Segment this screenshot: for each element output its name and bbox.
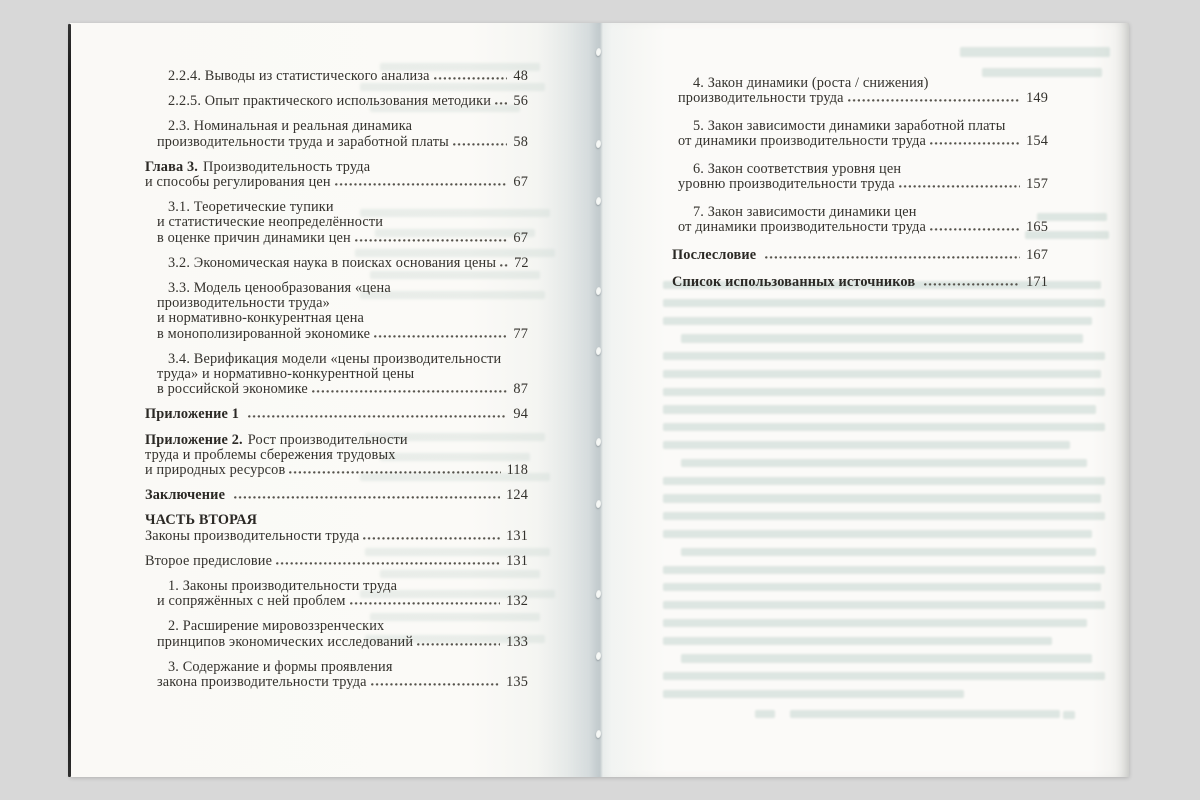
toc-line: [145, 407, 528, 422]
bleedthrough-patch: [960, 47, 1110, 57]
toc-entry-text: и нормативно-конкурентная цена: [157, 310, 365, 327]
dot-leader: [930, 227, 1020, 231]
toc-entry-text: Рост производительности: [247, 431, 408, 448]
bleedthrough-line: [663, 672, 1105, 680]
toc-page-number: 77: [513, 325, 528, 342]
toc-page-number: 157: [1026, 176, 1048, 193]
bleedthrough-patch: [755, 710, 775, 718]
toc-entry-text: уровню производительности труда: [678, 176, 895, 193]
toc-page-number: 135: [506, 674, 528, 691]
toc-entry: [678, 205, 1048, 235]
toc-page-number: 56: [513, 93, 528, 110]
toc-entry-text: и природных ресурсов: [145, 462, 286, 479]
toc-entry-text: 5. Закон зависимости динамики заработной платы: [693, 117, 1006, 134]
bleedthrough-line: [663, 690, 964, 698]
toc-entry-text: закона производительности труда: [157, 674, 367, 691]
toc-line: [678, 134, 1048, 149]
toc-entry: [145, 407, 528, 422]
toc-entry-text: труда и проблемы сбережения трудовых: [145, 446, 396, 463]
toc-entry: [157, 119, 528, 149]
toc-line: [157, 94, 528, 109]
toc-entry-heading: Приложение 1: [145, 406, 239, 423]
toc-page-number: 167: [1026, 246, 1048, 263]
dot-leader: [234, 495, 500, 499]
bleedthrough-text: [663, 281, 1105, 708]
bleedthrough-line: [681, 654, 1092, 662]
dot-leader: [848, 98, 1020, 102]
dot-leader: [765, 255, 1020, 259]
toc-entry: [157, 256, 528, 271]
toc-page-number: 131: [506, 552, 528, 569]
bleedthrough-line: [681, 334, 1083, 342]
page-block-edge: [68, 24, 71, 777]
bleedthrough-line: [663, 494, 1101, 502]
toc-line: [157, 200, 528, 215]
toc-line: [145, 554, 528, 569]
dot-leader: [248, 414, 507, 418]
toc-entry-text: 3.1. Теоретические тупики: [168, 199, 334, 216]
toc-page-number: 133: [506, 633, 528, 650]
toc-entry-text: производительности труда: [678, 90, 844, 107]
bleedthrough-line: [663, 370, 1101, 378]
toc-entry-text: и способы регулирования цен: [145, 174, 331, 191]
toc-page-number: 67: [513, 229, 528, 246]
toc-page-number: 124: [506, 487, 528, 504]
dot-leader: [453, 142, 507, 146]
toc-entry-heading: Заключение: [145, 487, 226, 504]
toc-entry-text: производительности труда и заработной платы: [157, 133, 449, 150]
dot-leader: [924, 282, 1020, 286]
dot-leader: [500, 263, 508, 267]
bleedthrough-line: [663, 530, 1092, 538]
bleedthrough-line: [663, 317, 1092, 325]
toc-entry-text: 6. Закон соответствия уровня цен: [693, 160, 902, 177]
toc-line: [157, 675, 528, 690]
toc-line: [145, 513, 528, 528]
dot-leader: [276, 561, 500, 565]
toc-entry: [678, 76, 1048, 106]
toc-page-number: 118: [506, 462, 528, 479]
toc-page-number: 94: [513, 406, 528, 423]
dot-leader: [289, 470, 500, 474]
toc-right-column: [672, 76, 1048, 303]
toc-entry: [678, 162, 1048, 192]
toc-page-number: 58: [513, 133, 528, 150]
toc-line: [157, 281, 528, 296]
toc-entry-heading: ЧАСТЬ ВТОРАЯ: [145, 512, 258, 529]
bleedthrough-line: [663, 441, 1070, 449]
toc-entry: [157, 352, 528, 398]
bleedthrough-line: [663, 352, 1105, 360]
toc-line: [678, 205, 1048, 220]
toc-entry-text: 3.3. Модель ценообразования «цена: [168, 280, 391, 297]
toc-page-number: 149: [1026, 90, 1048, 107]
toc-line: [678, 177, 1048, 192]
toc-line: [157, 135, 528, 150]
toc-entry-text: Законы производительности труда: [145, 527, 360, 544]
toc-line: [157, 594, 528, 609]
toc-entry: [157, 281, 528, 342]
toc-entry: [157, 660, 528, 690]
toc-line: [145, 488, 528, 503]
toc-entry-heading: Глава 3.: [145, 158, 199, 175]
toc-entry-text: 3. Содержание и формы проявления: [168, 658, 393, 675]
toc-entry-text: 7. Закон зависимости динамики цен: [693, 203, 917, 220]
dot-leader: [350, 601, 501, 605]
toc-entry: [145, 554, 528, 569]
toc-entry-text: в монополизированной экономике: [157, 325, 371, 342]
toc-entry-text: 1. Законы производительности труда: [168, 578, 398, 595]
toc-entry: [145, 160, 528, 190]
toc-entry-text: 3.4. Верификация модели «цены производительности: [168, 350, 502, 367]
toc-entry-text: 2.2.5. Опыт практического использования методики: [168, 93, 492, 110]
bleedthrough-line: [663, 619, 1087, 627]
toc-line: [145, 175, 528, 190]
toc-entry: [145, 513, 528, 543]
toc-line: [157, 660, 528, 675]
dot-leader: [930, 141, 1020, 145]
toc-entry-text: и сопряжённых с ней проблем: [157, 593, 346, 610]
toc-entry-text: 2. Расширение мировоззренческих: [168, 618, 385, 635]
toc-line: [145, 448, 528, 463]
toc-line: [672, 248, 1048, 263]
toc-entry-text: от динамики производительности труда: [678, 133, 927, 150]
toc-entry: [157, 200, 528, 246]
toc-entry: [157, 94, 528, 109]
toc-line: [157, 579, 528, 594]
toc-page-number: 165: [1026, 218, 1048, 235]
toc-entry: [672, 275, 1048, 290]
toc-line: [678, 91, 1048, 106]
toc-line: [145, 160, 528, 175]
dot-leader: [899, 184, 1020, 188]
toc-line: [157, 635, 528, 650]
toc-entry-text: принципов экономических исследований: [157, 633, 414, 650]
dot-leader: [371, 682, 500, 686]
dot-leader: [355, 238, 508, 242]
toc-line: [157, 367, 528, 382]
toc-entry-text: от динамики производительности труда: [678, 218, 927, 235]
toc-line: [145, 529, 528, 544]
bleedthrough-patch: [1063, 711, 1075, 719]
bleedthrough-line: [681, 548, 1096, 556]
dot-leader: [495, 101, 507, 105]
bleedthrough-line: [663, 512, 1105, 520]
toc-entry-text: и статистические неопределённости: [157, 214, 384, 231]
toc-line: [678, 162, 1048, 177]
bleedthrough-patch: [790, 710, 1060, 718]
toc-line: [157, 215, 528, 230]
bleedthrough-line: [663, 405, 1096, 413]
toc-line: [672, 275, 1048, 290]
toc-entry-text: 2.2.4. Выводы из статистического анализа: [168, 68, 430, 84]
toc-line: [145, 463, 528, 478]
toc-entry: [157, 69, 528, 84]
toc-entry: [145, 488, 528, 503]
bleedthrough-line: [681, 459, 1087, 467]
toc-entry-text: в оценке причин динамики цен: [157, 229, 351, 246]
toc-entry-heading: Список использованных источников: [672, 274, 916, 291]
toc-page-number: 67: [513, 174, 528, 191]
bleedthrough-line: [663, 583, 1101, 591]
toc-line: [157, 327, 528, 342]
toc-line: [157, 382, 528, 397]
dot-leader: [417, 642, 500, 646]
bleedthrough-line: [663, 388, 1105, 396]
toc-line: [157, 231, 528, 246]
toc-entry-text: производительности труда»: [157, 295, 330, 312]
toc-line: [157, 619, 528, 634]
dot-leader: [374, 334, 507, 338]
dot-leader: [434, 76, 508, 80]
toc-entry-text: труда» и нормативно-конкурентной цены: [157, 366, 415, 383]
right-page: [597, 23, 1129, 777]
dot-leader: [335, 182, 508, 186]
toc-line: [157, 69, 528, 84]
dot-leader: [363, 536, 500, 540]
toc-page-number: 171: [1026, 274, 1048, 291]
toc-entry-heading: Послесловие: [672, 246, 757, 263]
toc-page-number: 87: [513, 381, 528, 398]
left-page: [70, 23, 597, 777]
toc-entry-text: в российской экономике: [157, 381, 308, 398]
toc-line: [157, 119, 528, 134]
toc-entry-text: Второе предисловие: [145, 552, 273, 569]
bleedthrough-line: [663, 601, 1105, 609]
toc-line: [678, 119, 1048, 134]
toc-page-number: 72: [514, 254, 529, 271]
toc-entry: [157, 579, 528, 609]
toc-line: [157, 311, 528, 326]
toc-entry: [145, 433, 528, 479]
toc-line: [157, 296, 528, 311]
toc-page-number: 131: [506, 527, 528, 544]
toc-entry-text: 2.3. Номинальная и реальная динамика: [168, 118, 413, 135]
toc-entry-text: 3.2. Экономическая наука в поисках основания цены: [168, 254, 497, 271]
toc-entry: [678, 119, 1048, 149]
toc-line: [145, 433, 528, 448]
toc-entry-heading: Приложение 2.: [145, 431, 243, 448]
bleedthrough-line: [663, 566, 1105, 574]
toc-line: [678, 220, 1048, 235]
bleedthrough-line: [663, 477, 1105, 485]
open-book-spread: [70, 23, 1129, 777]
toc-page-number: 132: [506, 593, 528, 610]
bleedthrough-line: [663, 637, 1052, 645]
toc-entry-text: 4. Закон динамики (роста / снижения): [693, 75, 929, 91]
toc-entry: [157, 619, 528, 649]
toc-left-column: [145, 69, 528, 700]
toc-page-number: 154: [1026, 133, 1048, 150]
toc-line: [678, 76, 1048, 91]
toc-line: [157, 256, 528, 271]
toc-entry-text: Производительность труда: [203, 158, 371, 175]
toc-line: [157, 352, 528, 367]
toc-entry: [672, 248, 1048, 263]
bleedthrough-line: [663, 423, 1105, 431]
dot-leader: [312, 389, 508, 393]
toc-page-number: 48: [513, 68, 528, 84]
